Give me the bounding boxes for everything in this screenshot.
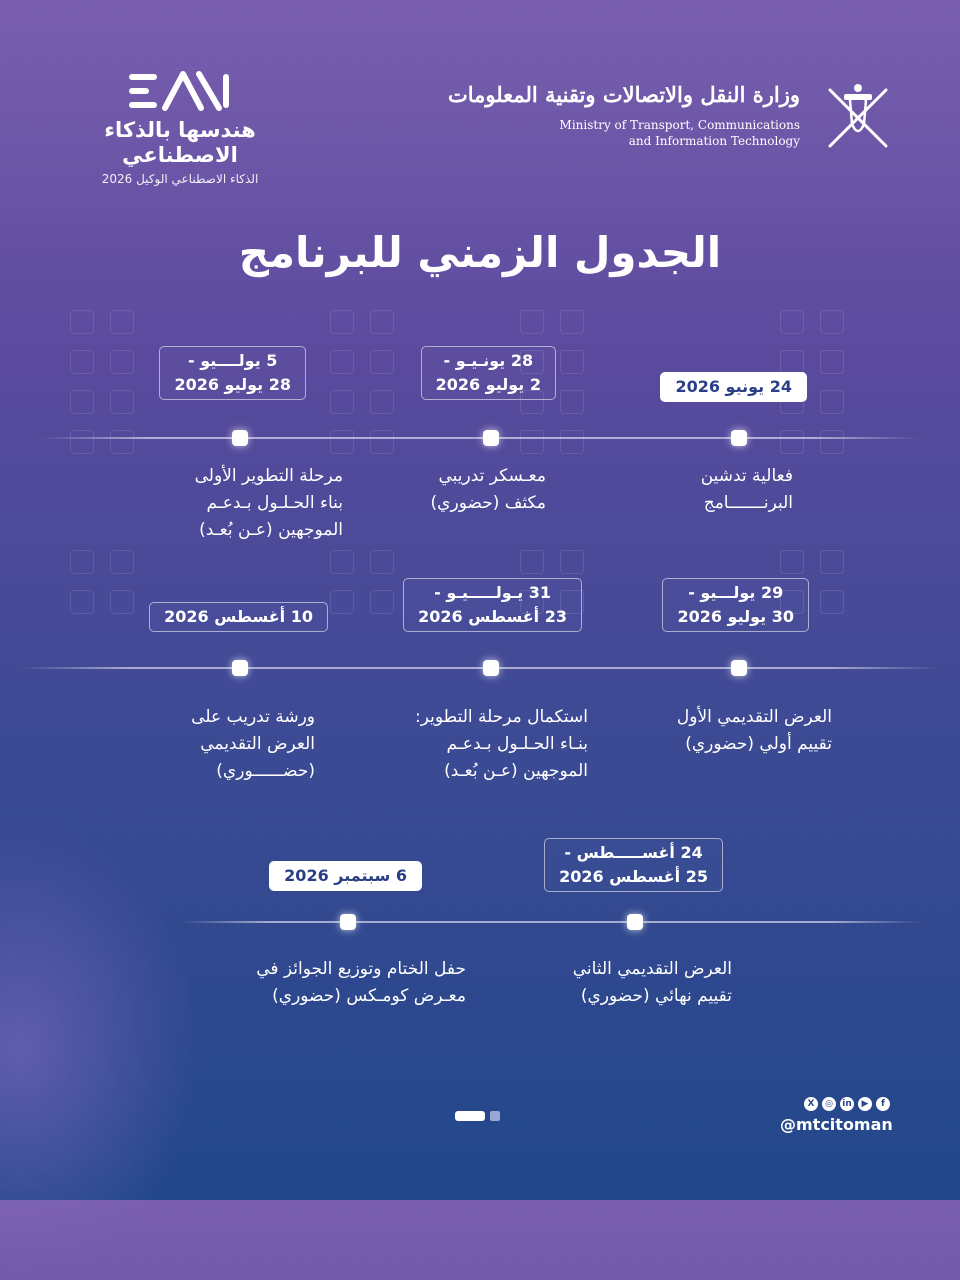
date-line: 28 يوليو 2026 [174, 375, 291, 394]
event-line: العرض التقديمي الأول [676, 707, 832, 727]
background-square [110, 590, 134, 614]
background-square [330, 590, 354, 614]
timeline-date-1: 24 يونيو 2026 [660, 372, 807, 402]
event-line: مرحلة التطوير الأولى [194, 466, 343, 486]
pager-dot-active[interactable] [455, 1111, 485, 1121]
social-icons [780, 1091, 890, 1111]
date-line: 29 يولـــيو - [688, 583, 784, 602]
date-line: 28 يونـيـو - [443, 351, 534, 370]
background-square [70, 310, 94, 334]
background-square [780, 430, 804, 454]
timeline-dot-5 [483, 660, 499, 676]
event-line: معـسكر تدريبي [438, 466, 546, 486]
background-square [820, 590, 844, 614]
brand-logo-block [60, 70, 300, 186]
background-square [370, 590, 394, 614]
event-line: فعالية تدشين [700, 466, 793, 486]
background-square [520, 430, 544, 454]
date-line: 25 أغسطس 2026 [559, 867, 708, 886]
timeline-row3-line [180, 921, 920, 923]
background-square [110, 350, 134, 374]
background-square [110, 430, 134, 454]
event-line: العرض التقديمي [200, 734, 315, 754]
date-line: 31 يـولـــــيـو - [434, 583, 552, 602]
timeline-dot-6 [232, 660, 248, 676]
background-square [560, 390, 584, 414]
timeline-dot-3 [232, 430, 248, 446]
ministry-name-arabic: وزارة النقل والاتصالات وتقنية المعلومات [447, 82, 800, 107]
background-square [560, 430, 584, 454]
background-square [820, 550, 844, 574]
background-square [780, 350, 804, 374]
background-square [370, 550, 394, 574]
background-square [370, 430, 394, 454]
timeline-event-4 [677, 704, 832, 758]
social-handle[interactable]: @mtcitoman [780, 1115, 893, 1134]
timeline-date-2 [421, 346, 556, 400]
ministry-name-english-line1: Ministry of Transport, Communications [559, 118, 800, 132]
timeline-event-1 [701, 463, 793, 517]
timeline-event-7 [573, 956, 732, 1010]
timeline-row2-line [20, 667, 940, 669]
background-square [780, 310, 804, 334]
event-line: العرض التقديمي الثاني [572, 959, 732, 979]
date-line: 30 يوليو 2026 [677, 607, 794, 626]
timeline-event-8 [256, 956, 466, 1010]
event-line: تقييم نهائي (حضوري) [580, 986, 732, 1006]
background-square [330, 550, 354, 574]
background-square [560, 550, 584, 574]
timeline-row1-line [40, 437, 920, 439]
event-line: تقييم أولي (حضوري) [685, 734, 832, 754]
event-line: ورشة تدريب على [191, 707, 315, 727]
timeline-date-3 [159, 346, 306, 400]
background-square [70, 550, 94, 574]
youtube-icon[interactable]: ▶ [858, 1097, 872, 1111]
ministry-logo-block [447, 78, 900, 158]
timeline-date-8: 6 سبتمبر 2026 [269, 861, 422, 891]
brand-tagline: هندسها بالذكاء الاصطناعي [104, 118, 256, 168]
event-line: معـرض كومـكس (حضوري) [272, 986, 466, 1006]
event-line: الموجهين (عـن بُعـد) [199, 520, 343, 540]
slide-pager[interactable] [455, 1105, 500, 1124]
background-square [370, 310, 394, 334]
background-square [370, 350, 394, 374]
date-line: 24 أغســـــطس - [564, 843, 703, 862]
timeline-dot-7 [627, 914, 643, 930]
linkedin-icon[interactable]: in [840, 1097, 854, 1111]
event-line: (حضــــــوري) [216, 761, 315, 781]
timeline-event-3 [195, 463, 343, 544]
background-square [820, 430, 844, 454]
background-square [330, 350, 354, 374]
timeline-date-4 [662, 578, 809, 632]
background-square [330, 430, 354, 454]
background-square [780, 550, 804, 574]
social-block [780, 1091, 893, 1134]
event-line: الموجهين (عـن بُعـد) [444, 761, 588, 781]
background-square [70, 350, 94, 374]
background-square [330, 310, 354, 334]
date-line: 2 يوليو 2026 [435, 375, 541, 394]
background-square [520, 310, 544, 334]
background-square [820, 390, 844, 414]
background-square [820, 310, 844, 334]
eai-logo-icon [125, 70, 235, 112]
instagram-icon[interactable]: ◎ [822, 1097, 836, 1111]
background-square [70, 390, 94, 414]
pager-dot[interactable] [490, 1111, 500, 1121]
date-line: 5 يولــــيو - [188, 351, 278, 370]
background-square [370, 390, 394, 414]
ministry-name-english-line2: and Information Technology [628, 133, 800, 148]
timeline-dot-4 [731, 660, 747, 676]
date-line: 23 أغسطس 2026 [418, 607, 567, 626]
background-glow [0, 820, 200, 1280]
background-square [560, 310, 584, 334]
event-line: مكثف (حضوري) [430, 493, 546, 513]
timeline-event-6 [191, 704, 315, 785]
background-square [330, 390, 354, 414]
background-square [70, 430, 94, 454]
event-line: حفل الختام وتوزيع الجوائز في [256, 959, 466, 979]
background-square [520, 550, 544, 574]
event-line: البرنـــــــامج [703, 493, 793, 513]
timeline-date-5 [403, 578, 582, 632]
event-line: استكمال مرحلة التطوير: [415, 707, 588, 727]
timeline-dot-8 [340, 914, 356, 930]
background-square [560, 350, 584, 374]
background-square [110, 550, 134, 574]
background-square [110, 390, 134, 414]
timeline-dot-2 [483, 430, 499, 446]
facebook-icon[interactable]: f [876, 1097, 890, 1111]
timeline-date-7 [544, 838, 723, 892]
background-square [110, 310, 134, 334]
page-title: الجدول الزمني للبرنامج [238, 228, 722, 277]
event-line: بناء الحـلـول بـدعـم [206, 493, 343, 513]
brand-subtitle: الذكاء الاصطناعي الوكيل 2026 [101, 172, 259, 187]
timeline-date-6: 10 أغسطس 2026 [149, 602, 328, 632]
timeline-dot-1 [731, 430, 747, 446]
x-icon[interactable]: X [804, 1097, 818, 1111]
oman-emblem-icon [816, 80, 900, 156]
timeline-event-5 [415, 704, 588, 785]
timeline-event-2 [431, 463, 546, 517]
background-square [70, 590, 94, 614]
event-line: بنـاء الحـلـول بـدعـم [446, 734, 588, 754]
ministry-name-english [560, 118, 800, 149]
background-square [820, 350, 844, 374]
